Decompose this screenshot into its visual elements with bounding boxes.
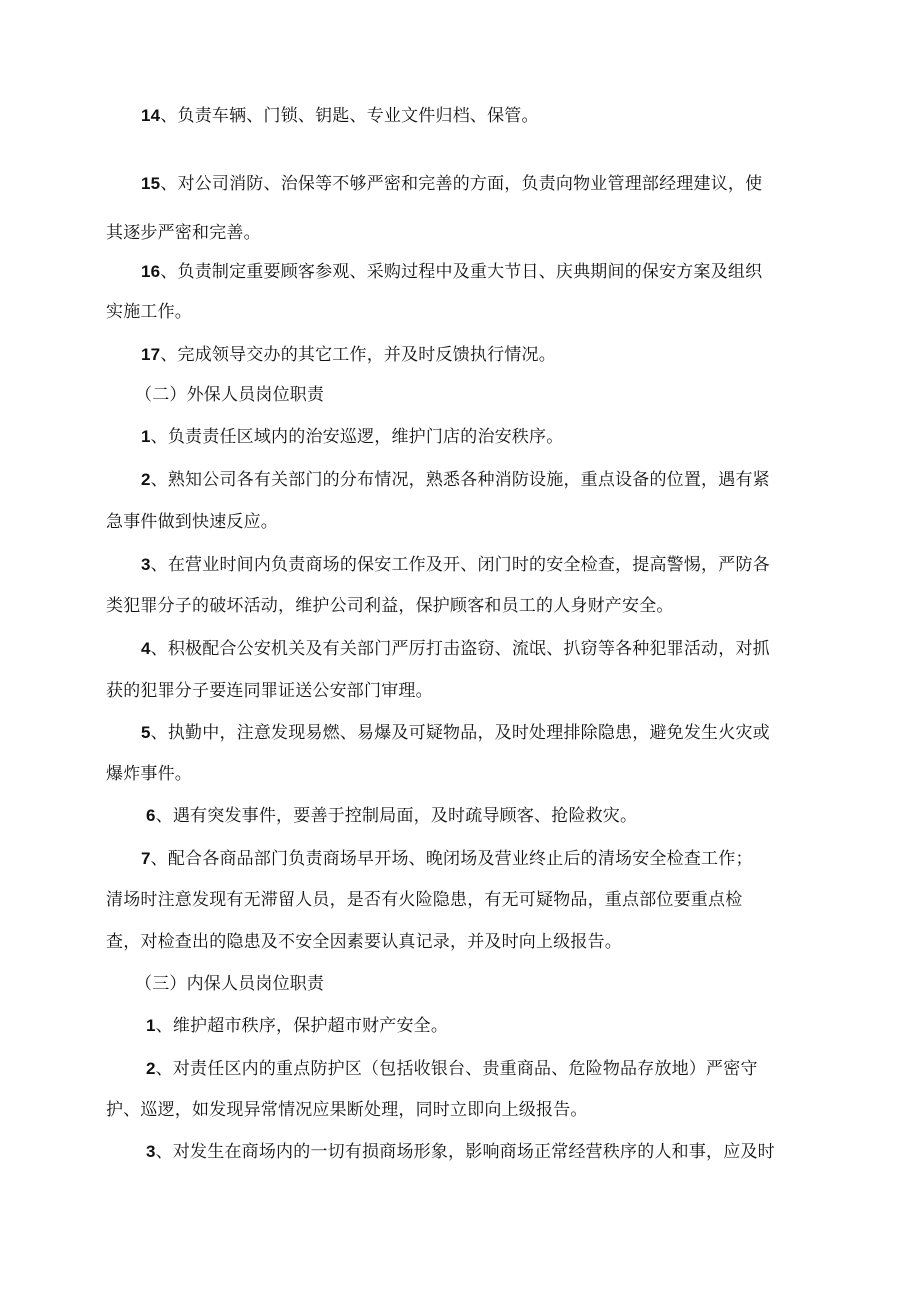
item-text: 、执勤中，注意发现易燃、易爆及可疑物品，及时处理排除隐患，避免发生火灾或 xyxy=(150,723,770,743)
item-text: 、对责任区内的重点防护区（包括收银台、贵重商品、危险物品存放地）严密守 xyxy=(155,1059,758,1079)
item-number: 2 xyxy=(141,470,151,489)
ext-item-1 xyxy=(141,425,563,449)
int-item-3 xyxy=(146,1140,775,1164)
item-text: 实施工作。 xyxy=(106,302,192,322)
item-text: 获的犯罪分子要连同罪证送公安部门审理。 xyxy=(106,681,433,701)
ext-item-6 xyxy=(146,804,637,828)
item-number: 3 xyxy=(146,1142,156,1161)
item-text: 、熟知公司各有关部门的分布情况，熟悉各种消防设施，重点设备的位置，遇有紧 xyxy=(150,470,770,490)
item-17 xyxy=(141,343,556,367)
item-number: 6 xyxy=(146,806,156,825)
section-heading-3 xyxy=(135,972,324,996)
item-text: 、对公司消防、治保等不够严密和完善的方面，负责向物业管理部经理建议，使 xyxy=(160,174,763,194)
item-text: 、在营业时间内负责商场的保安工作及开、闭门时的安全检查，提高警惕，严防各 xyxy=(150,555,770,575)
item-text: 、负责责任区域内的治安巡逻，维护门店的治安秩序。 xyxy=(150,427,564,447)
item-number: 5 xyxy=(141,723,151,742)
section-heading-2 xyxy=(135,383,324,407)
item-text: 护、巡逻，如发现异常情况应果断处理，同时立即向上级报告。 xyxy=(106,1100,588,1120)
ext-item-2 xyxy=(141,468,770,492)
item-text: 其逐步严密和完善。 xyxy=(106,223,261,243)
item-number: 7 xyxy=(141,849,151,868)
ext-item-3-cont xyxy=(106,594,674,618)
item-text: 清场时注意发现有无滞留人员，是否有火险隐患，有无可疑物品，重点部位要重点检 xyxy=(106,890,743,910)
item-text: 类犯罪分子的破坏活动，维护公司利益，保护顾客和员工的人身财产安全。 xyxy=(106,596,674,616)
item-text: 、对发生在商场内的一切有损商场形象，影响商场正常经营秩序的人和事，应及时 xyxy=(155,1142,775,1162)
ext-item-2-cont xyxy=(106,510,278,534)
item-14 xyxy=(141,104,539,128)
item-number: 3 xyxy=(141,555,151,574)
ext-item-4-cont xyxy=(106,679,433,703)
item-text: 、负责制定重要顾客参观、采购过程中及重大节日、庆典期间的保安方案及组织 xyxy=(160,262,763,282)
item-15 xyxy=(141,172,762,196)
ext-item-5-cont xyxy=(106,762,192,786)
item-number: 1 xyxy=(146,1016,156,1035)
item-15-cont xyxy=(106,221,261,245)
item-text: 、积极配合公安机关及有关部门严厉打击盗窃、流氓、扒窃等各种犯罪活动，对抓 xyxy=(150,639,770,659)
item-number: 4 xyxy=(141,639,151,658)
item-text: 、配合各商品部门负责商场早开场、晚闭场及营业终止后的清场安全检查工作； xyxy=(150,849,753,869)
item-text: 爆炸事件。 xyxy=(106,764,192,784)
item-number: 2 xyxy=(146,1059,156,1078)
section-heading: （三）内保人员岗位职责 xyxy=(135,974,325,994)
item-number: 16 xyxy=(141,262,161,281)
item-number: 15 xyxy=(141,174,161,193)
item-text: 、完成领导交办的其它工作，并及时反馈执行情况。 xyxy=(160,345,556,365)
int-item-2-cont xyxy=(106,1098,588,1122)
item-text: 、负责车辆、门锁、钥匙、专业文件归档、保管。 xyxy=(160,106,539,126)
item-number: 1 xyxy=(141,427,151,446)
item-text: 、遇有突发事件，要善于控制局面，及时疏导顾客、抢险救灾。 xyxy=(155,806,638,826)
item-16 xyxy=(141,260,762,284)
ext-item-5 xyxy=(141,721,770,745)
item-16-cont xyxy=(106,300,192,324)
int-item-2 xyxy=(146,1057,758,1081)
item-text: 急事件做到快速反应。 xyxy=(106,512,278,532)
ext-item-7-cont-1 xyxy=(106,888,742,912)
section-heading: （二）外保人员岗位职责 xyxy=(135,385,325,405)
ext-item-7 xyxy=(141,847,753,871)
item-number: 14 xyxy=(141,106,161,125)
ext-item-4 xyxy=(141,637,770,661)
item-text: 、维护超市秩序，保护超市财产安全。 xyxy=(155,1016,449,1036)
item-number: 17 xyxy=(141,345,161,364)
ext-item-7-cont-2 xyxy=(106,930,622,954)
int-item-1 xyxy=(146,1014,448,1038)
item-text: 查，对检查出的隐患及不安全因素要认真记录，并及时向上级报告。 xyxy=(106,932,622,952)
ext-item-3 xyxy=(141,553,770,577)
